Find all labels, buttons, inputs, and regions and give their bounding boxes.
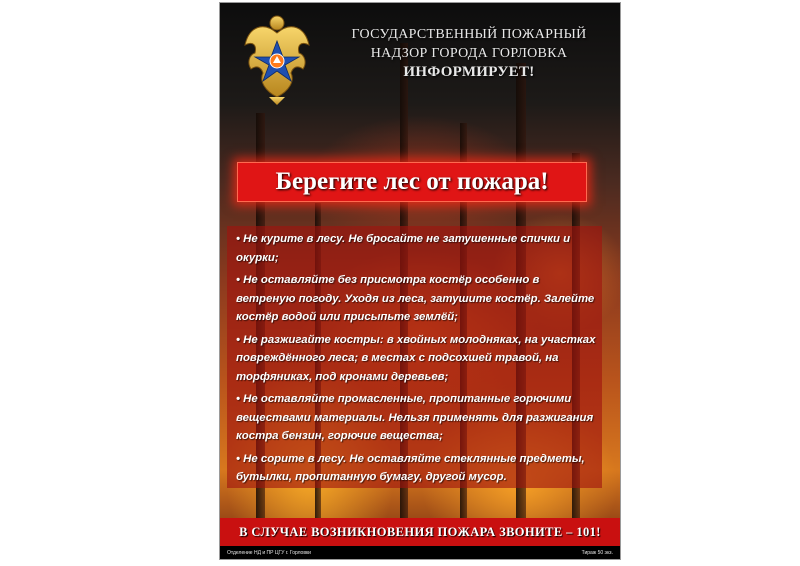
print-run-text: Тираж 50 экз. [581, 549, 613, 556]
title-banner [237, 162, 587, 202]
header-line-2: НАДЗОР ГОРОДА ГОРЛОВКА [370, 46, 568, 61]
emergency-ministry-emblem-icon [243, 11, 311, 107]
rule-item: • Не разжигайте костры: в хвойных молодняках, на участках повреждённого леса; в местах с подсохшей травой, на торфяниках, под кронами деревьев; [236, 333, 596, 383]
header [324, 25, 614, 82]
rule-item: • Не оставляйте без присмотра костёр особенно в ветреную погоду. Уходя из леса, затушите костёр. Залейте костёр водой или присыпьте землёй; [236, 274, 595, 323]
header-line-1: ГОСУДАРСТВЕННЫЙ ПОЖАРНЫЙ [351, 27, 587, 42]
page-title: Берегите лес от пожара! [275, 168, 549, 195]
rule-item: • Не курите в лесу. Не бросайте не затушенные спички и окурки; [236, 233, 571, 264]
rule-item: • Не сорите в лесу. Не оставляйте стеклянные предметы, бутылки, пропитанную бумагу, другой мусор. [236, 452, 585, 483]
poster [219, 2, 621, 560]
rules-panel [227, 226, 602, 488]
emergency-call-banner [220, 518, 620, 546]
rule-item: • Не оставляйте промасленные, пропитанные горючими веществами материалы. Нельзя применять для разжигания костра бензин, горючие вещества; [236, 393, 594, 442]
publisher-text: Отделение НД и ПР ЦГУ г. Горловки [227, 549, 311, 556]
footer-strip [220, 546, 620, 559]
header-line-3: ИНФОРМИРУЕТ! [403, 64, 535, 80]
emergency-call-text: В СЛУЧАЕ ВОЗНИКНОВЕНИЯ ПОЖАРА ЗВОНИТЕ – 101! [239, 524, 601, 539]
